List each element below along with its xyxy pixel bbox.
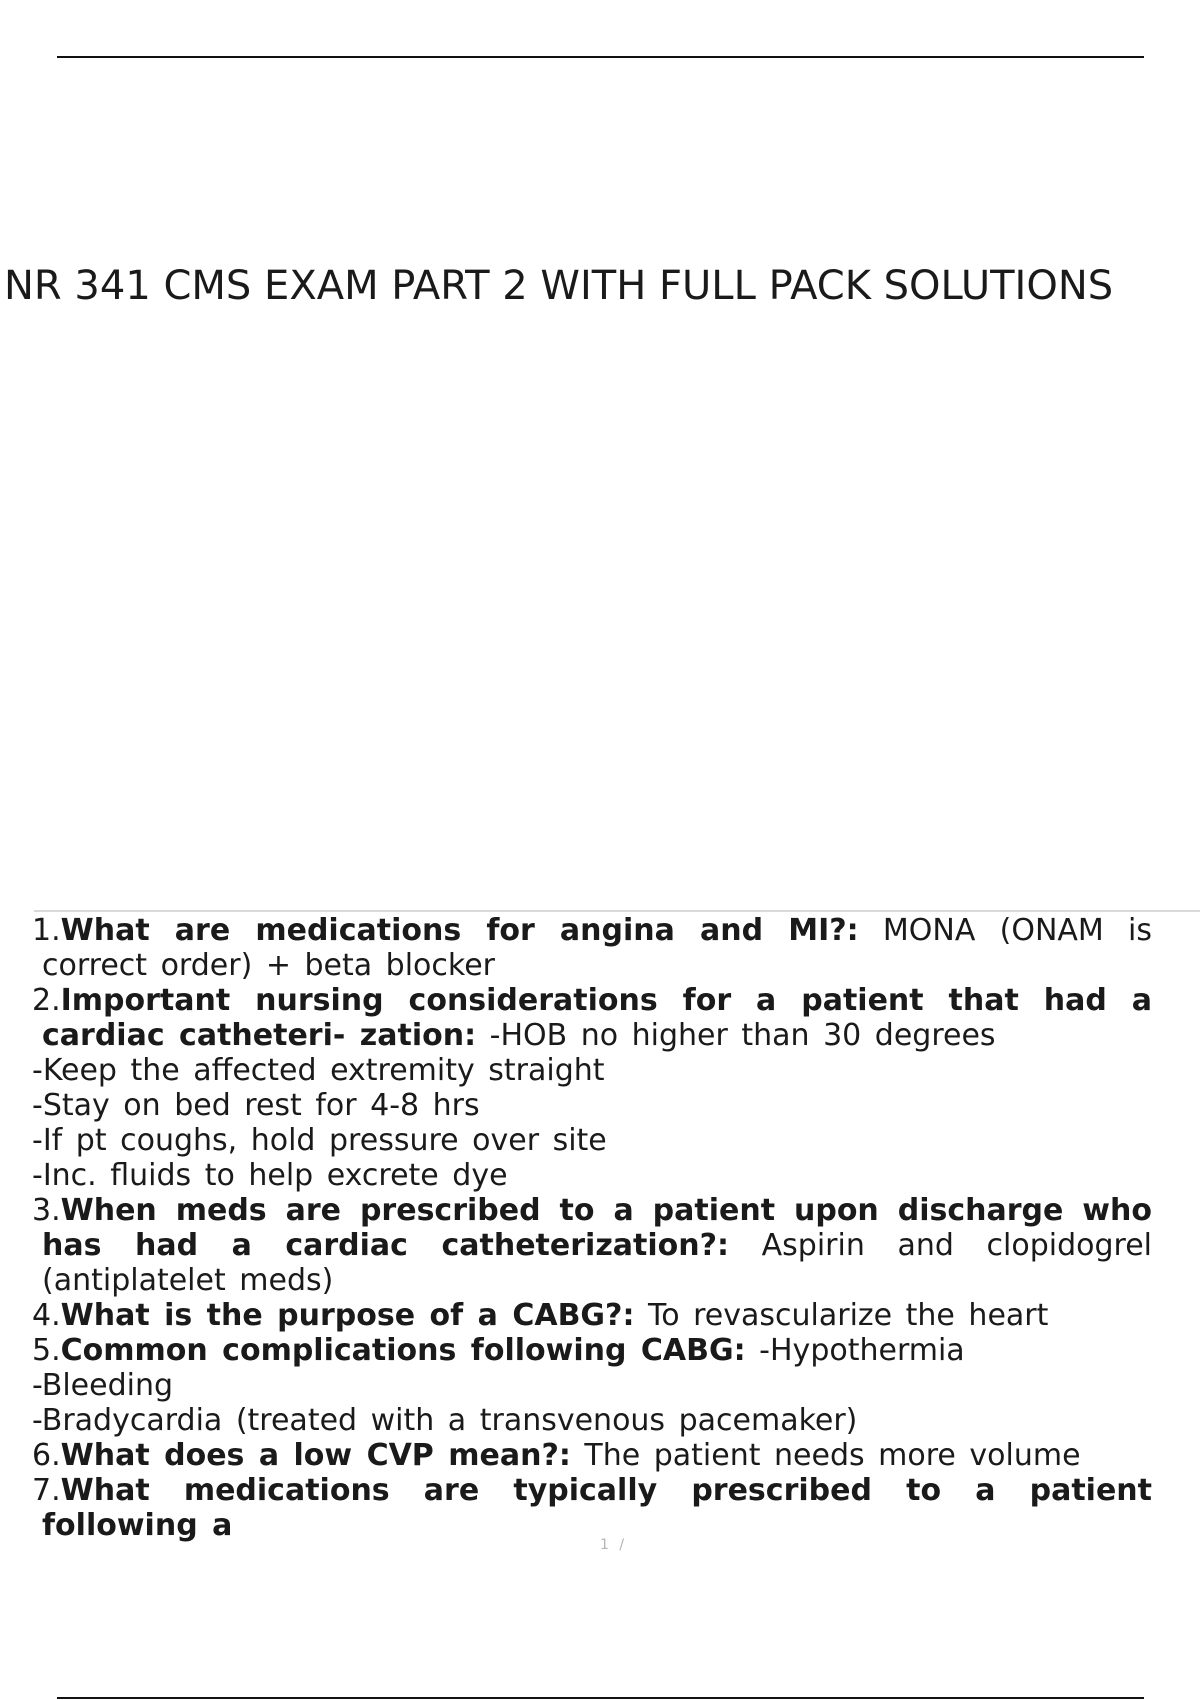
content-divider (34, 910, 1200, 912)
item-number: 5. (32, 1333, 61, 1368)
item-question: What is the purpose of a CABG?: (60, 1298, 635, 1333)
item-number: 4. (32, 1298, 61, 1333)
item-answer: To revascularize the heart (634, 1298, 1049, 1333)
top-rule (57, 56, 1144, 58)
item-first-line (32, 1333, 1152, 1368)
item-answer: MONA (ONAM is correct order) + beta blocker (42, 913, 1152, 983)
item-continuation-line: -Keep the affected extremity straight (32, 1053, 605, 1088)
item-question: When meds are prescribed to a patient upon discharge who has had a cardiac catheterization?: (42, 1193, 1152, 1263)
document-title: NR 341 CMS EXAM PART 2 WITH FULL PACK SOLUTIONS (4, 263, 1114, 309)
list-item (32, 1333, 1152, 1438)
item-first-line (32, 1298, 1152, 1333)
list-item (32, 913, 1152, 983)
item-continuation-line: -Inc. fluids to help excrete dye (32, 1158, 508, 1193)
item-question: What does a low CVP mean?: (60, 1438, 571, 1473)
question-answer-list (32, 913, 1152, 1543)
item-first-line (32, 1193, 1152, 1298)
item-continuation-line: -If pt coughs, hold pressure over site (32, 1123, 607, 1158)
item-question: Important nursing considerations for a patient that had a cardiac catheteri- zation: (42, 983, 1152, 1053)
item-question: Common complications following CABG: (60, 1333, 746, 1368)
item-continuation-line: -Bradycardia (treated with a transvenous pacemaker) (32, 1403, 858, 1438)
item-number: 1. (32, 913, 61, 948)
item-first-line (32, 913, 1152, 983)
bottom-rule (57, 1697, 1144, 1699)
item-question: What are medications for angina and MI?: (60, 913, 859, 948)
list-item (32, 1438, 1152, 1473)
list-item (32, 1473, 1152, 1543)
item-first-line (32, 983, 1152, 1053)
item-first-line (32, 1438, 1152, 1473)
list-item (32, 1298, 1152, 1333)
item-number: 3. (32, 1193, 61, 1228)
item-number: 7. (32, 1473, 61, 1508)
item-first-line (32, 1473, 1152, 1543)
item-answer: -Hypothermia (745, 1333, 965, 1368)
item-continuation-line: -Stay on bed rest for 4-8 hrs (32, 1088, 480, 1123)
item-continuation-line: -Bleeding (32, 1368, 174, 1403)
item-number: 6. (32, 1438, 61, 1473)
page-number: 1 / (600, 1537, 628, 1553)
list-item (32, 1193, 1152, 1298)
item-number: 2. (32, 983, 61, 1018)
item-answer: Aspirin and clopidogrel (antiplatelet meds) (42, 1228, 1153, 1298)
item-question: What medications are typically prescribed to a patient following a (42, 1473, 1152, 1543)
list-item (32, 983, 1152, 1193)
item-answer: -HOB no higher than 30 degrees (476, 1018, 996, 1053)
item-answer: The patient needs more volume (570, 1438, 1081, 1473)
